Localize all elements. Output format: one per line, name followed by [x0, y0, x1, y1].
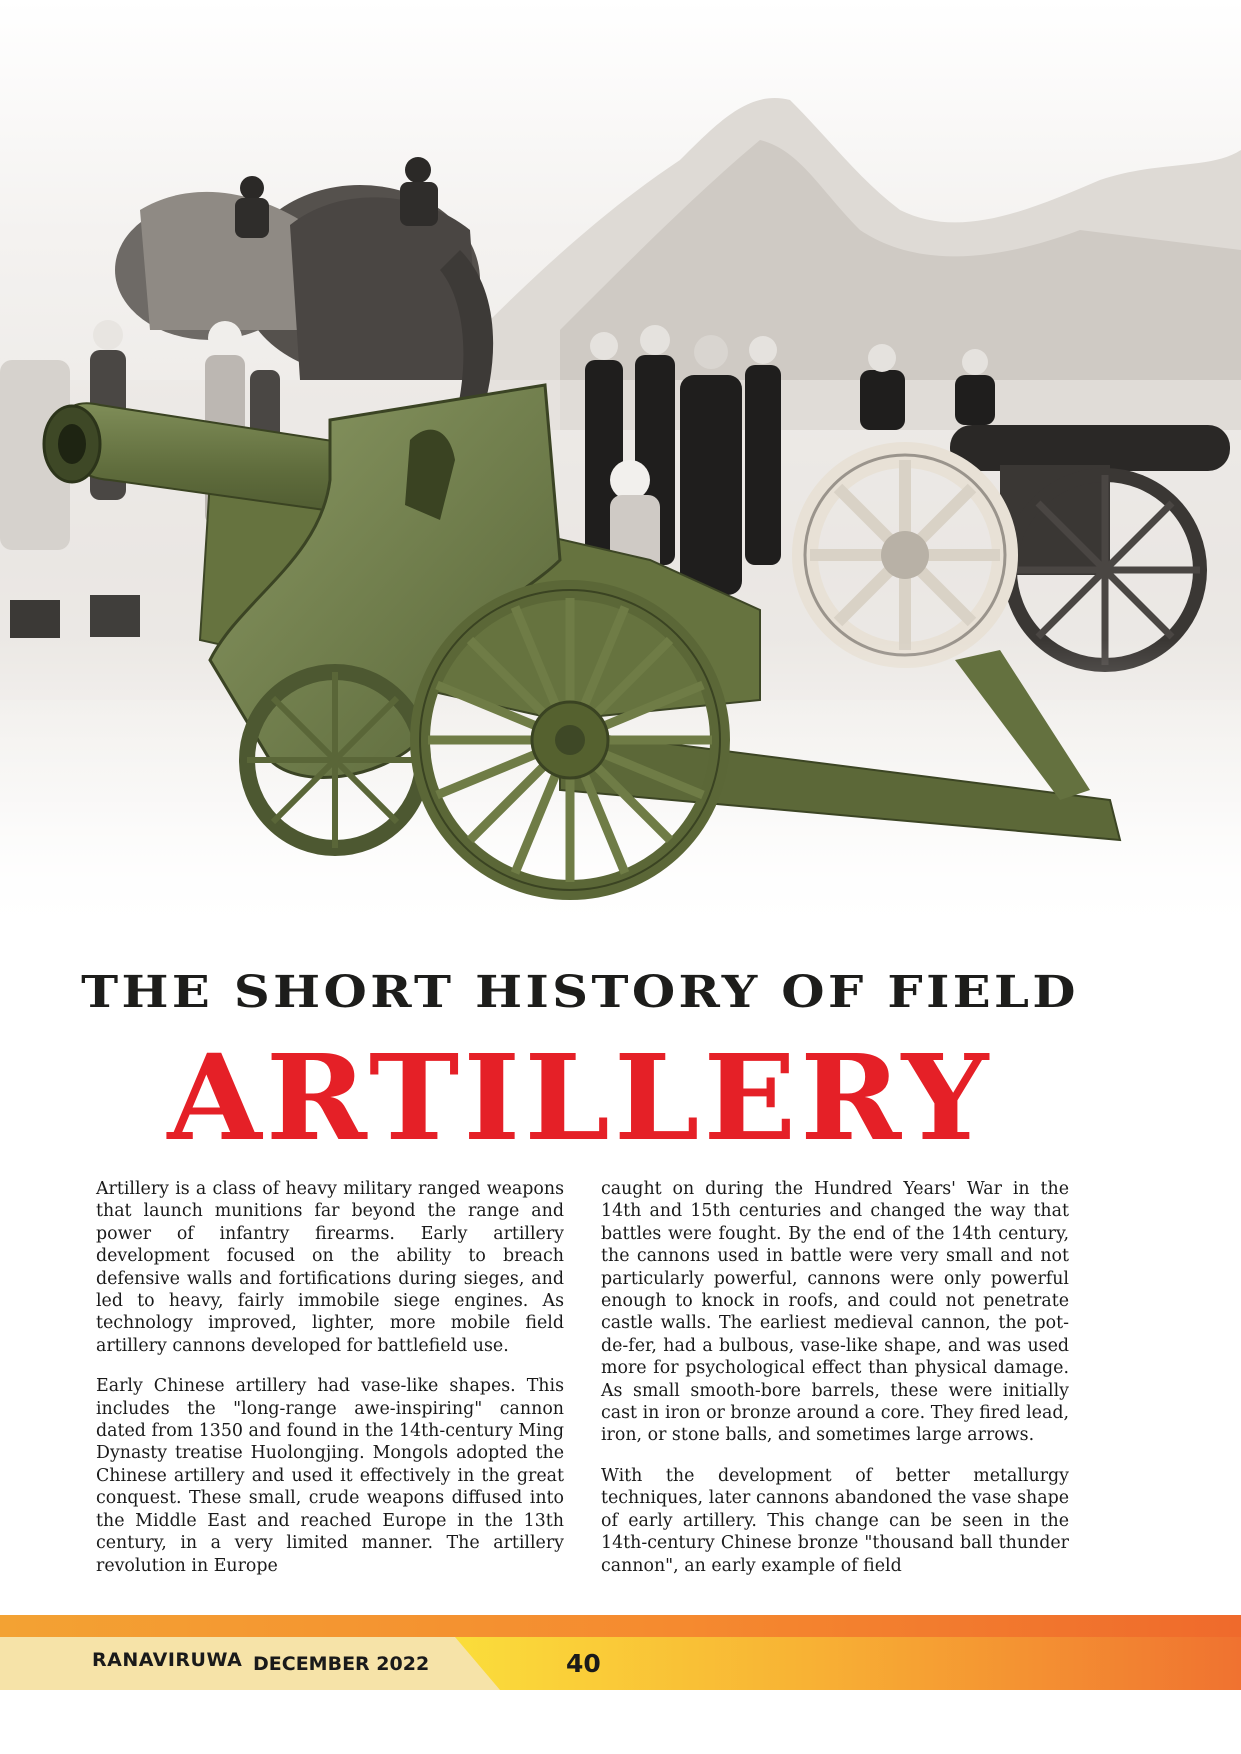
article-paragraph: caught on during the Hundred Years' War in the 14th and 15th centuries and changed the way that battles were fought. By the end of the 14th century, the cannons used in battle were very small and not particularly powerful, cannons were only powerful enough to knock in roofs, and could not penetrate castle walls. The earliest medieval cannon, the pot-de-fer, had a bulbous, vase-like shape, and was used more for psychological effect than physical damage. As small smooth-bore barrels, these were initially cast in iron or bronze around a core. They fired lead, iron, or stone balls, and sometimes large arrows.: [601, 1179, 1069, 1446]
page-number: 40: [566, 1649, 601, 1678]
footer-top-stripe: [0, 1615, 1241, 1637]
article-column-left: [96, 1178, 564, 1595]
article-paragraph: With the development of better metallurgy techniques, later cannons abandoned the vase shape of early artillery. This change can be seen in the 14th-century Chinese bronze "thousand ball thunder cannon", an early example of field: [601, 1465, 1069, 1576]
headline-title: ARTILLERY: [167, 1028, 993, 1167]
headline-kicker: THE SHORT HISTORY OF FIELD: [81, 967, 1079, 1018]
article-column-right: [601, 1178, 1069, 1595]
article-paragraph: Artillery is a class of heavy military ranged weapons that launch munitions far beyond the range and power of infantry firearms. Early artillery development focused on the ability to breach defensive walls and fortifications during sieges, and led to heavy, fairly immobile siege engines. As technology improved, lighter, more mobile field artillery cannons developed for battlefield use.: [96, 1179, 564, 1356]
article-paragraph: Early Chinese artillery had vase-like shapes. This includes the "long-range awe-inspiring" cannon dated from 1350 and found in the 14th-century Ming Dynasty treatise Huolongjing. Mongols adopted the Chinese artillery and used it effectively in the great conquest. These small, crude weapons diffused into the Middle East and reached Europe in the 13th century, in a very limited manner. The artillery revolution in Europe: [96, 1376, 564, 1576]
page-footer: [0, 1615, 1241, 1690]
issue-date: DECEMBER 2022: [253, 1653, 430, 1675]
magazine-name: RANAVIRUWA: [92, 1649, 243, 1671]
